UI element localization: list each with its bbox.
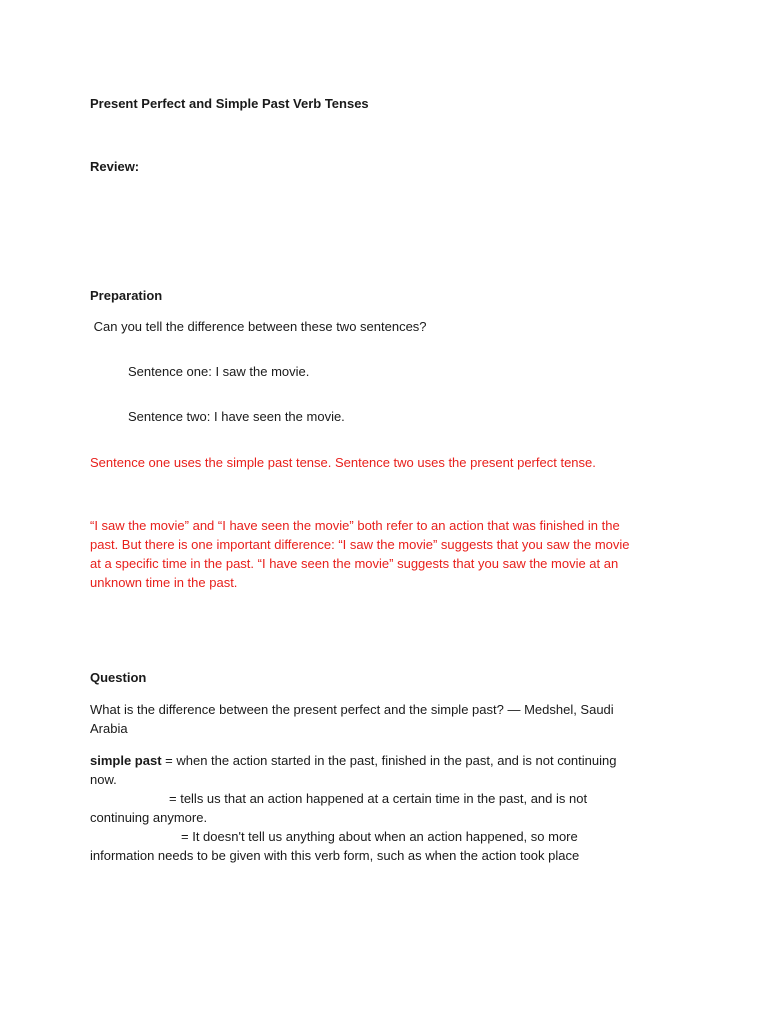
sentence-two: Sentence two: I have seen the movie.	[128, 409, 345, 424]
explanation-line: at a specific time in the past. “I have seen the movie” suggests that you saw the movie at an	[90, 556, 619, 571]
simple-past-definition-text: = when the action started in the past, finished in the past, and is not continuing	[161, 753, 617, 768]
simple-past-definition-continuation: now.	[90, 772, 117, 787]
simple-past-term: simple past	[90, 753, 162, 768]
preparation-answer: Sentence one uses the simple past tense. Sentence two uses the present perfect tense.	[90, 455, 596, 470]
explanation-line: unknown time in the past.	[90, 575, 238, 590]
explanation-line: past. But there is one important difference: “I saw the movie” suggests that you saw the movie	[90, 537, 630, 552]
sentence-one: Sentence one: I saw the movie.	[128, 364, 310, 379]
question-text	[90, 700, 690, 738]
preparation-explanation	[90, 516, 690, 592]
question-line: Arabia	[90, 721, 128, 736]
preparation-heading: Preparation	[90, 288, 163, 303]
definition-three-continuation: information needs to be given with this verb form, such as when the action took place	[90, 848, 580, 863]
question-line: What is the difference between the present perfect and the simple past? — Medshel, Saudi	[90, 702, 614, 717]
review-heading: Review:	[90, 159, 140, 174]
preparation-question: Can you tell the difference between these two sentences?	[90, 319, 427, 334]
simple-past-definition	[90, 751, 690, 865]
simple-past-definition-line	[90, 751, 690, 770]
question-heading: Question	[90, 670, 147, 685]
definition-two-line: = tells us that an action happened at a certain time in the past, and is not	[169, 791, 588, 806]
document-title: Present Perfect and Simple Past Verb Tenses	[90, 96, 369, 111]
definition-two-continuation: continuing anymore.	[90, 810, 208, 825]
explanation-line: “I saw the movie” and “I have seen the movie” both refer to an action that was finished in the	[90, 518, 620, 533]
definition-three-line: = It doesn't tell us anything about when an action happened, so more	[181, 829, 578, 844]
